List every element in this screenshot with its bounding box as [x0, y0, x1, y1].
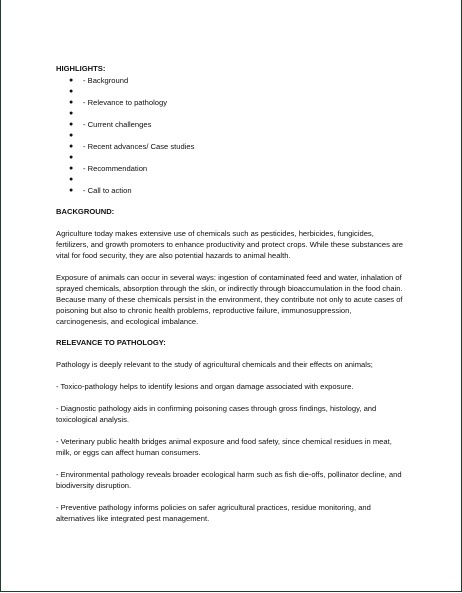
list-item: [56, 75, 406, 86]
list-item: [56, 86, 406, 97]
bullet-dot-icon: ●: [69, 88, 74, 95]
list-item-text: - Call to action: [83, 186, 132, 195]
bullet-dot-icon: ●: [69, 154, 74, 161]
relevance-paragraph: - Environmental pathology reveals broader ecological harm such as fish die-offs, pollinator decline, and biodiversity disruption.: [56, 470, 402, 490]
list-item-text: - Current challenges: [83, 120, 152, 129]
relevance-paragraph: - Diagnostic pathology aids in confirming poisoning cases through gross findings, histology, and toxicological analysis.: [56, 404, 377, 424]
list-item: [56, 141, 406, 152]
relevance-paragraph: - Veterinary public health bridges animal exposure and food safety, since chemical residues in meat, milk, or eggs can affect human consumers.: [56, 437, 392, 457]
highlights-heading: HIGHLIGHTS:: [56, 64, 106, 73]
bullet-dot-icon: ●: [69, 121, 74, 128]
list-item: [56, 152, 406, 163]
bullet-dot-icon: ●: [69, 176, 74, 183]
relevance-paragraph: Pathology is deeply relevant to the study of agricultural chemicals and their effects on animals;: [56, 360, 373, 369]
relevance-paragraph: - Toxico-pathology helps to identify lesions and organ damage associated with exposure.: [56, 382, 354, 391]
document-body: [56, 63, 406, 524]
relevance-heading: RELEVANCE TO PATHOLOGY:: [56, 338, 166, 347]
bullet-dot-icon: ●: [69, 77, 74, 84]
highlights-list: [56, 75, 406, 196]
bullet-dot-icon: ●: [69, 110, 74, 117]
list-item: [56, 119, 406, 130]
bullet-dot-icon: ●: [69, 165, 74, 172]
list-item: [56, 108, 406, 119]
bullet-dot-icon: ●: [69, 187, 74, 194]
list-item-text: - Recent advances/ Case studies: [83, 142, 195, 151]
list-item: [56, 185, 406, 196]
list-item: [56, 97, 406, 108]
list-item: [56, 163, 406, 174]
bullet-dot-icon: ●: [69, 132, 74, 139]
list-item: [56, 174, 406, 185]
bullet-dot-icon: ●: [69, 143, 74, 150]
list-item: [56, 130, 406, 141]
bullet-dot-icon: ●: [69, 99, 74, 106]
background-paragraph: Exposure of animals can occur in several ways: ingestion of contaminated feed and water, inhalation of sprayed chemicals, absorption through the skin, or indirectly through bioaccumulation in the food chain. Because many of these chemicals persist in the environment, they contribute not only to acute cases of poisoning but also to chronic health problems, reproductive failure, immunosuppression, carcinogenesis, and ecological imbalance.: [56, 273, 403, 326]
background-paragraph: Agriculture today makes extensive use of chemicals such as pesticides, herbicides, fungicides, fertilizers, and growth promoters to enhance productivity and protect crops. While these substances are vital for food security, they are also potential hazards to animal health.: [56, 229, 403, 260]
list-item-text: - Background: [83, 76, 129, 85]
relevance-paragraph: - Preventive pathology informs policies on safer agricultural practices, residue monitoring, and alternatives like integrated pest management.: [56, 503, 371, 523]
background-heading: BACKGROUND:: [56, 207, 115, 216]
list-item-text: - Recommendation: [83, 164, 148, 173]
list-item-text: - Relevance to pathology: [83, 98, 168, 107]
